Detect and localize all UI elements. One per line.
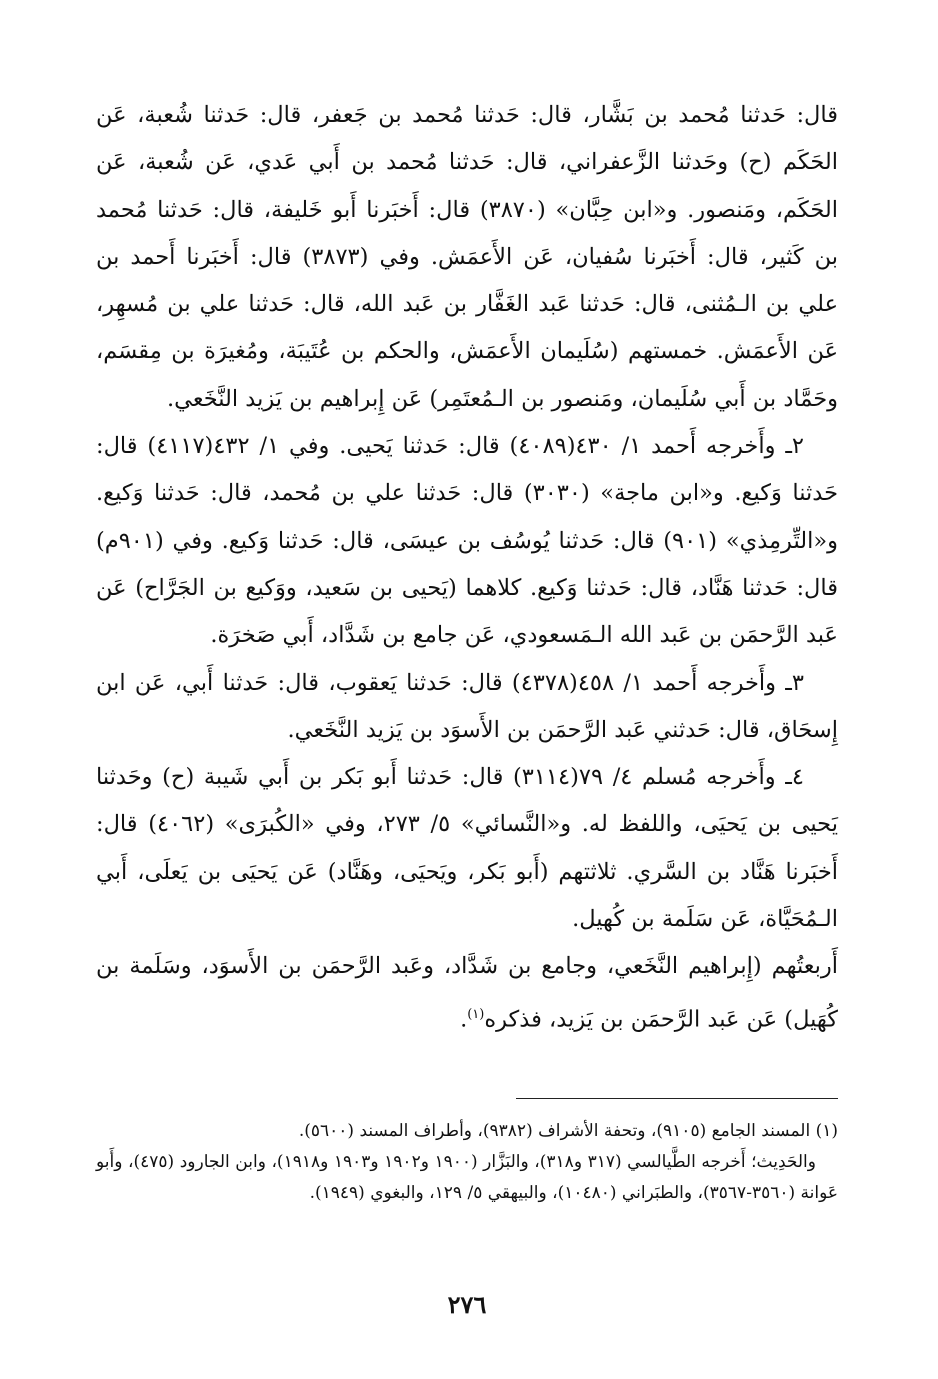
- paragraph-5: [96, 943, 838, 1043]
- paragraph-2: ٢ـ وأَخرجه أَحمد ١/ ٤٣٠(٤٠٨٩) قال: حَدثنا يَحيى. وفي ١/ ٤٣٢(٤١١٧) قال: حَدثنا وَكيع. و«ابن ماجة» (٣٠٣٠) قال: حَدثنا علي بن مُحمد، قال: حَدثنا وَكيع. و«التِّرمِذي» (٩٠١) قال: حَدثنا يُوسُف بن عيسَى، قال: حَدثنا وَكيع. وفي (٩٠١م) قال: حَدثنا هَنَّاد، قال: حَدثنا وَكيع. كلاهما (يَحيى بن سَعيد، ووَكيع بن الجَرَّاح) عَن عَبد الرَّحمَن بن عَبد الله الـمَسعودي، عَن جامع بن شَدَّاد، أَبي صَخرَة.: [96, 433, 838, 649]
- footnotes-section: [96, 1116, 838, 1209]
- footnote-marker: (١): [467, 1006, 485, 1022]
- closing-period: .: [460, 1006, 468, 1033]
- main-text-body: [96, 92, 838, 1043]
- page-number: ٢٧٦: [447, 1290, 487, 1319]
- paragraph-5-text: أَربعتُهم (إِبراهيم النَّخَعي، وجامع بن شَدَّاد، وعَبد الرَّحمَن بن الأَسوَد، وسَلَمة بن كُهَيل) عَن عَبد الرَّحمَن بن يَزيد، فذكره: [96, 953, 838, 1033]
- footnote-2: والحَدِيث؛ أَخرجه الطَّيالسي (٣١٧ و٣١٨)، والبَزَّار (١٩٠٠ و١٩٠٢ و١٩٠٣ و١٩١٨)، وابن الجارود (٤٧٥)، وأَبو عَوانة (٣٥٦٠-٣٥٦٧)، والطبَراني (١٠٤٨٠)، والبيهقي ٥/ ١٢٩، والبغوي (١٩٤٩).: [96, 1152, 838, 1203]
- footnote-1: (١) المسند الجامع (٩١٠٥)، وتحفة الأشراف (٩٣٨٢)، وأطراف المسند (٥٦٠٠).: [298, 1121, 838, 1141]
- paragraph-4: ٤ـ وأَخرجه مُسلم ٤/ ٧٩(٣١١٤) قال: حَدثنا أَبو بَكر بن أَبي شَيبة (ح) وحَدثنا يَحيى بن يَحيَى، واللفظ له. و«النَّسائي» ٥/ ٢٧٣، وفي «الكُبرَى» (٤٠٦٢) قال: أَخبَرنا هَنَّاد بن السَّري. ثلاثتهم (أَبو بَكر، ويَحيَى، وهَنَّاد) عَن يَحيَى بن يَعلَى، أَبي الـمُحَيَّاة، عَن سَلَمة بن كُهيل.: [96, 764, 838, 933]
- paragraph-3: ٣ـ وأَخرجه أَحمد ١/ ٤٥٨(٤٣٧٨) قال: حَدثنا يَعقوب، قال: حَدثنا أَبي، عَن ابن إِسحَاق، قال: حَدثني عَبد الرَّحمَن بن الأَسوَد بن يَزيد النَّخَعي.: [96, 669, 838, 743]
- footnote-divider: [516, 1098, 838, 1099]
- paragraph-1: قال: حَدثنا مُحمد بن بَشَّار، قال: حَدثنا مُحمد بن جَعفر، قال: حَدثنا شُعبة، عَن الحَكَم (ح) وحَدثنا الزَّعفراني، قال: حَدثنا مُحمد بن أَبي عَدي، عَن شُعبة، عَن الحَكَم، ومَنصور. و«ابن حِبَّان» (٣٨٧٠) قال: أَخبَرنا أَبو خَليفة، قال: حَدثنا مُحمد بن كَثير، قال: أَخبَرنا سُفيان، عَن الأَعمَش. وفي (٣٨٧٣) قال: أَخبَرنا أَحمد بن علي بن الـمُثنى، قال: حَدثنا عَبد الغَفَّار بن عَبد الله، قال: حَدثنا علي بن مُسهِر، عَن الأَعمَش. خمستهم (سُلَيمان الأَعمَش، والحكم بن عُتَيبَة، ومُغيرَة بن مِقسَم، وحَمَّاد بن أَبي سُلَيمان، ومَنصور بن الـمُعتَمِر) عَن إِبراهيم بن يَزيد النَّخَعي.: [96, 102, 838, 412]
- book-page: [96, 92, 838, 1332]
